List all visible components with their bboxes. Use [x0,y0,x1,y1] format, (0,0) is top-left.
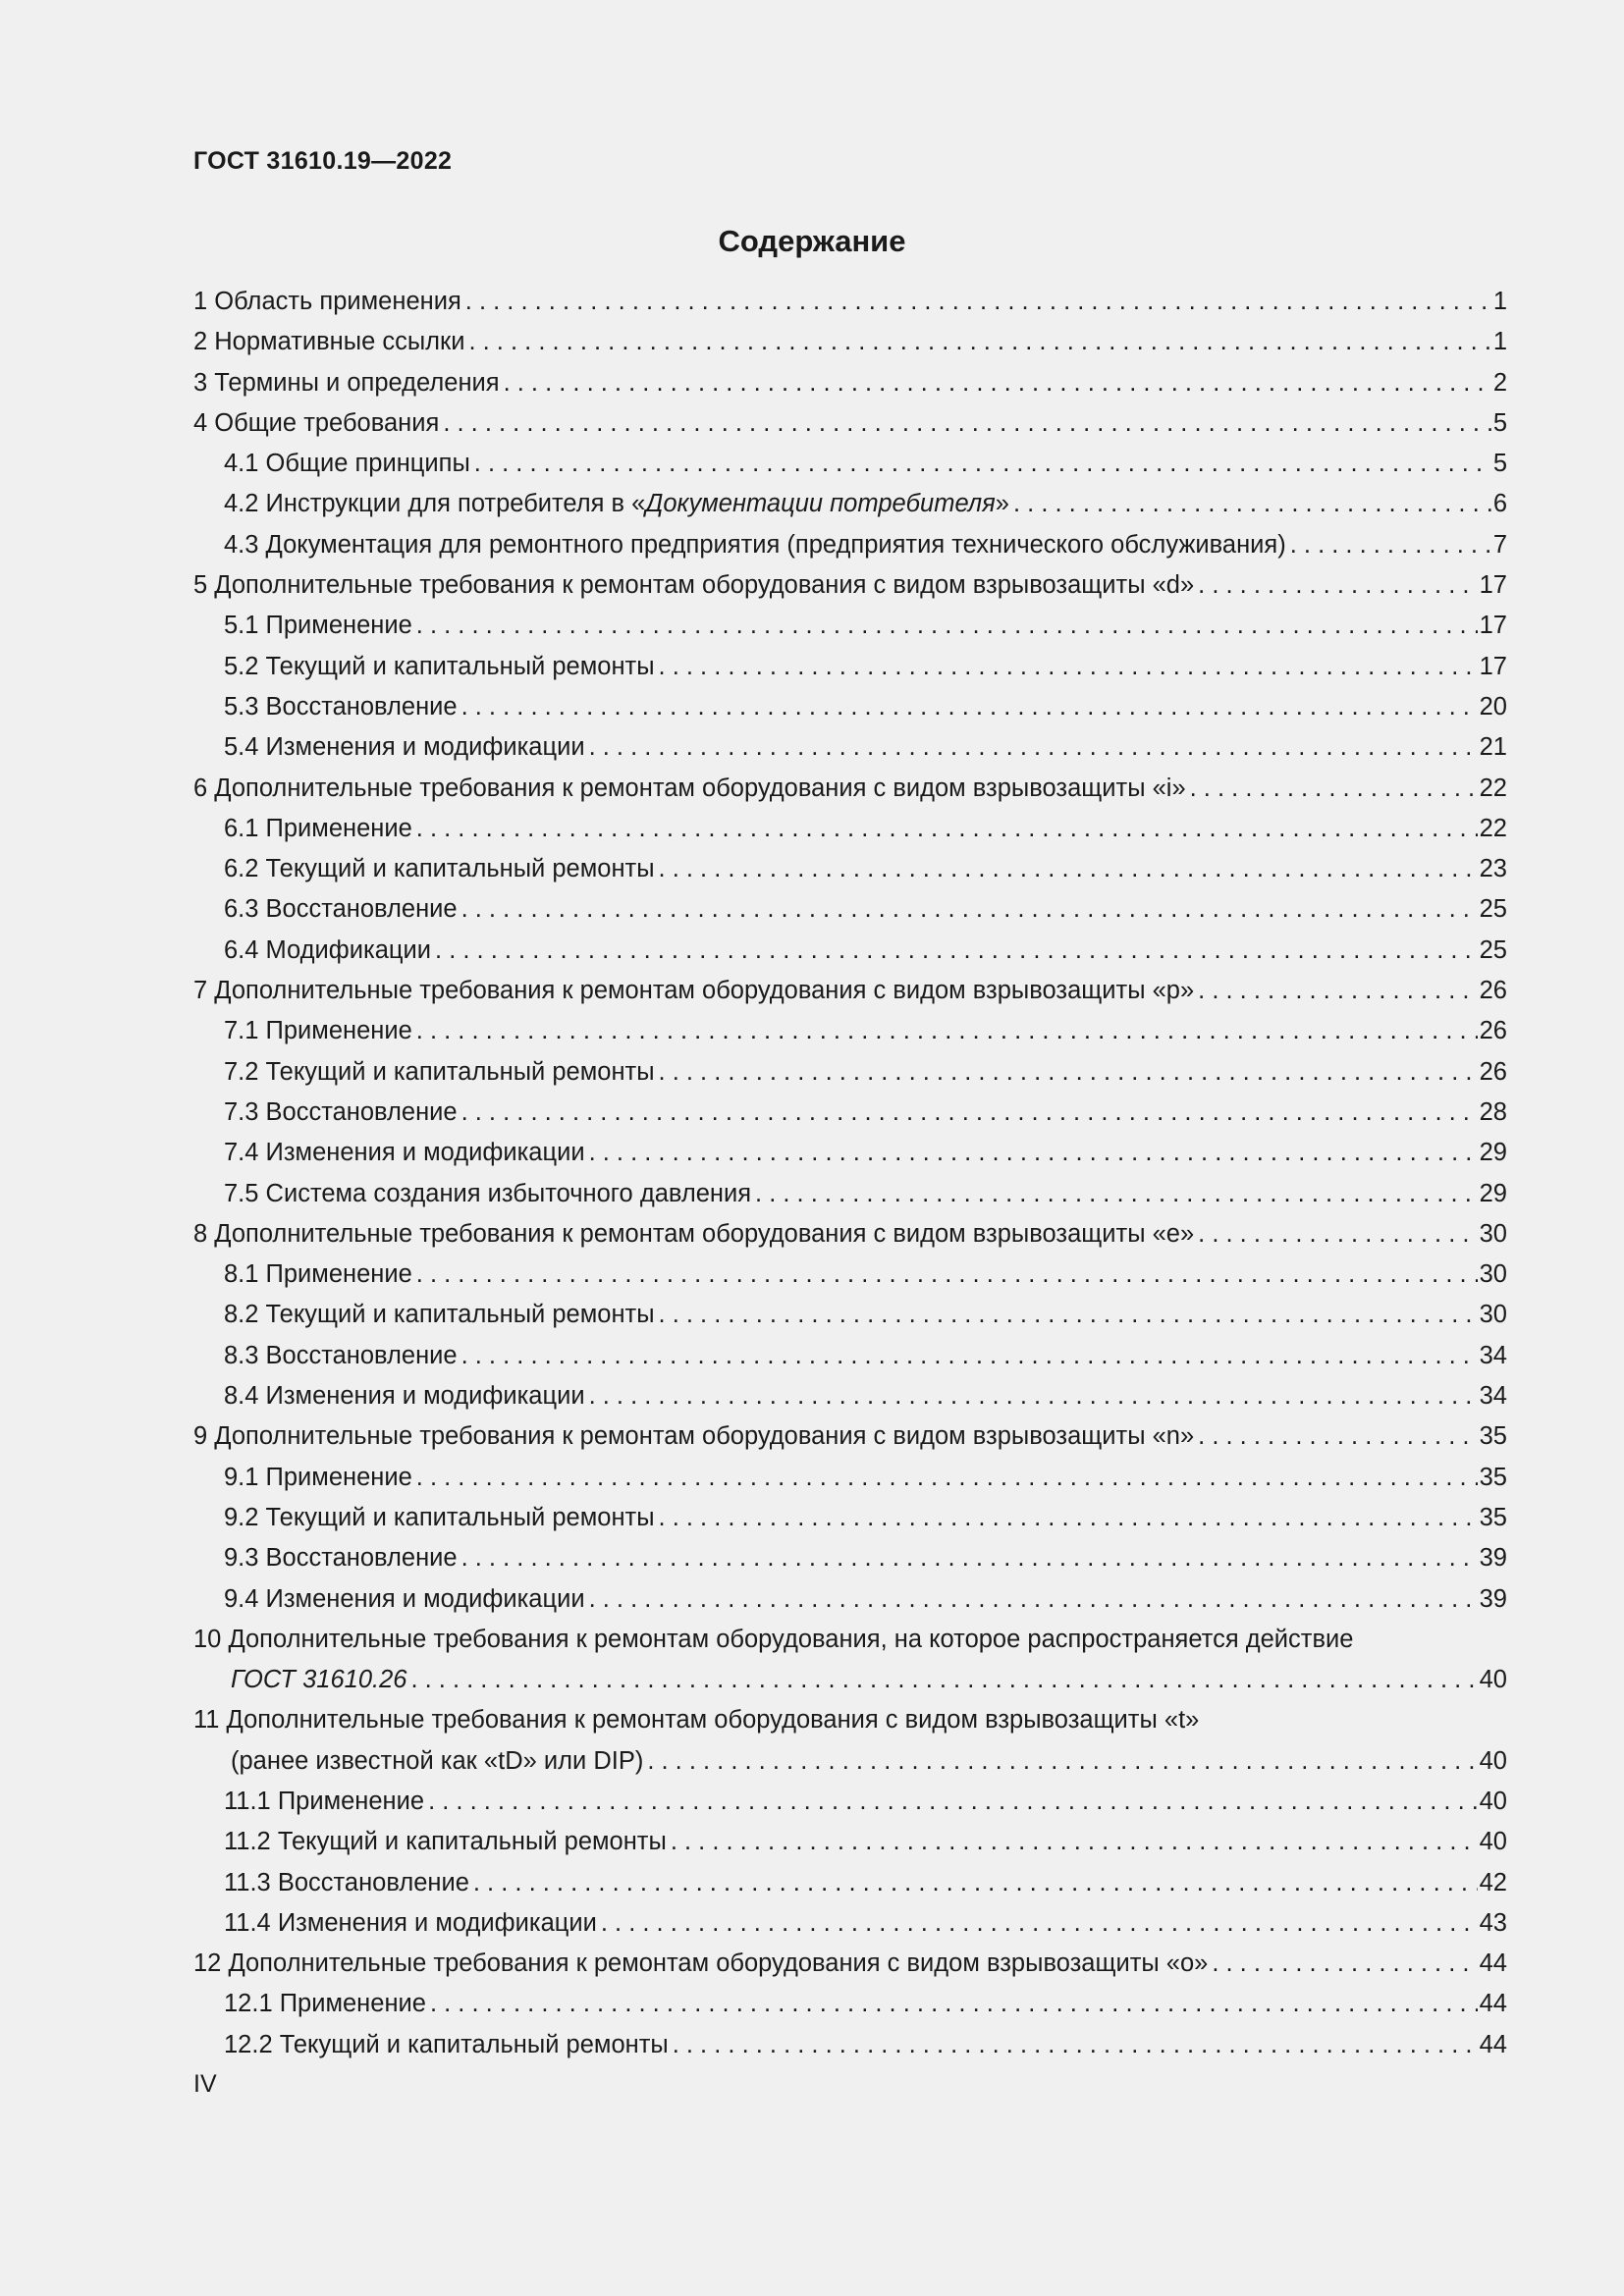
toc-entry-label: 5.1 Применение [224,612,412,640]
toc-leader-dots [416,1458,1478,1498]
toc-leader-dots [416,606,1478,646]
toc-entry-page: 34 [1479,1341,1507,1369]
toc-entry-page: 40 [1479,1666,1507,1694]
toc-leader-dots [659,1052,1478,1093]
toc-leader-dots [755,1174,1478,1214]
toc-entry-page: 23 [1479,855,1507,883]
toc-entry-label: 4 Общие требования [193,408,440,437]
toc-entry-2[interactable] [193,322,1507,362]
toc-entry-8-3[interactable] [193,1336,1507,1376]
toc-leader-dots [430,1984,1478,2024]
toc-entry-label: 8.1 Применение [224,1260,412,1289]
toc-entry-label: 12.1 Применение [224,1990,426,2018]
toc-entry-9[interactable] [193,1416,1507,1457]
toc-entry-page: 40 [1479,1828,1507,1856]
toc-entry-label: 4.3 Документация для ремонтного предприятия (предприятия технического обслуживания) [224,530,1286,559]
toc-leader-dots [416,1011,1478,1051]
toc-entry-5-4[interactable] [193,727,1507,768]
toc-entry-label: 5.2 Текущий и капитальный ремонты [224,652,655,680]
toc-leader-dots [428,1782,1478,1822]
toc-entry-label [224,484,1009,524]
toc-entry-11[interactable] [193,1700,1507,1782]
toc-entry-page: 44 [1479,1990,1507,2018]
toc-entry-label: 10 Дополнительные требования к ремонтам оборудования, на которое распространяется действие [193,1625,1354,1653]
toc-entry-5[interactable] [193,565,1507,606]
toc-leader-dots [473,1863,1478,1903]
toc-entry-page: 28 [1479,1097,1507,1126]
toc-entry-page: 39 [1479,1544,1507,1573]
toc-leader-dots [589,1579,1478,1620]
toc-leader-dots [410,1660,1477,1700]
toc-leader-dots [647,1741,1477,1782]
toc-leader-dots [659,647,1478,687]
toc-entry-page: 7 [1492,530,1507,559]
toc-entry-page: 34 [1479,1382,1507,1411]
toc-entry-label: 9.2 Текущий и капитальный ремонты [224,1503,655,1531]
toc-entry-label: 5.3 Восстановление [224,692,458,721]
toc-entry-label: 7.3 Восстановление [224,1097,458,1126]
toc-entry-label: 2 Нормативные ссылки [193,328,465,356]
toc-entry-page: 1 [1492,288,1507,315]
toc-entry-4-2[interactable] [193,484,1507,524]
toc-entry-label: 7 Дополнительные требования к ремонтам оборудования с видом взрывозащиты «p» [193,977,1195,1005]
toc-entry-page: 44 [1479,2030,1507,2058]
toc-leader-dots [461,687,1478,727]
toc-entry-6-2[interactable] [193,849,1507,889]
toc-entry-label: 9 Дополнительные требования к ремонтам оборудования с видом взрывозащиты «n» [193,1422,1195,1451]
toc-entry-page: 30 [1479,1301,1507,1329]
toc-entry-page: 2 [1492,368,1507,397]
toc-leader-dots [601,1903,1478,1944]
toc-entry-label: 8.2 Текущий и капитальный ремонты [224,1301,655,1329]
toc-entry-label: 4.1 Общие принципы [224,450,470,478]
toc-entry-page: 35 [1479,1503,1507,1531]
toc-leader-dots [589,1376,1478,1416]
toc-entry-11-4[interactable] [193,1903,1507,1944]
toc-entry-label: 12.2 Текущий и капитальный ремонты [224,2030,669,2058]
document-standard-header: ГОСТ 31610.19—2022 [193,147,453,175]
toc-entry-page: 43 [1479,1908,1507,1937]
toc-entry-1[interactable] [193,282,1507,322]
toc-entry-page: 30 [1479,1219,1507,1248]
toc-entry-page: 29 [1479,1139,1507,1167]
toc-entry-page: 42 [1479,1868,1507,1896]
toc-entry-6-1[interactable] [193,809,1507,849]
toc-entry-page: 39 [1479,1584,1507,1613]
toc-leader-dots [416,1255,1478,1295]
toc-entry-label: 12 Дополнительные требования к ремонтам оборудования с видом взрывозащиты «o» [193,1949,1209,1978]
toc-leader-dots [465,282,1491,322]
toc-entry-label: 9.3 Восстановление [224,1544,458,1573]
toc-entry-label: 5.4 Изменения и модификации [224,733,585,762]
toc-entry-page: 44 [1479,1949,1507,1978]
toc-entry-label-continuation: (ранее известной как «tD» или DIP) [231,1746,644,1775]
toc-entry-label: 11.4 Изменения и модификации [224,1908,597,1937]
toc-entry-label-part: 4.2 Инструкции для потребителя в « [224,490,646,518]
toc-entry-9-3[interactable] [193,1538,1507,1578]
toc-entry-11-2[interactable] [193,1822,1507,1862]
toc-entry-label: 6 Дополнительные требования к ремонтам оборудования с видом взрывозащиты «i» [193,774,1186,802]
toc-entry-label: 8.3 Восстановление [224,1341,458,1369]
toc-entry-page: 40 [1479,1787,1507,1815]
toc-entry-label-italic: Документации потребителя [645,490,996,518]
toc-leader-dots [659,1295,1478,1335]
toc-entry-label: 9.1 Применение [224,1463,412,1491]
toc-leader-dots [443,403,1490,444]
toc-entry-10[interactable] [193,1620,1507,1701]
toc-entry-8[interactable] [193,1214,1507,1255]
toc-entry-page: 29 [1479,1179,1507,1207]
toc-entry-page: 26 [1479,1017,1507,1045]
toc-entry-label: 7.1 Применение [224,1017,412,1045]
toc-entry-page: 26 [1479,1057,1507,1086]
toc-entry-6-3[interactable] [193,889,1507,930]
toc-entry-5-3[interactable] [193,687,1507,727]
toc-entry-4[interactable] [193,403,1507,444]
toc-entry-7-5[interactable] [193,1174,1507,1214]
toc-entry-8-2[interactable] [193,1295,1507,1335]
toc-entry-label: 7.4 Изменения и модификации [224,1139,585,1167]
toc-entry-label: 11 Дополнительные требования к ремонтам оборудования с видом взрывозащиты «t» [193,1706,1200,1735]
toc-entry-3[interactable] [193,363,1507,403]
toc-entry-page: 30 [1479,1260,1507,1289]
toc-entry-page: 25 [1479,895,1507,924]
toc-entry-9-2[interactable] [193,1498,1507,1538]
toc-entry-label-part: » [995,490,1009,518]
toc-title: Содержание [718,224,906,258]
toc-entry-6[interactable] [193,769,1507,809]
toc-entry-page: 5 [1492,450,1507,478]
toc-leader-dots [673,2025,1478,2065]
toc-entry-label: 7.2 Текущий и капитальный ремонты [224,1057,655,1086]
toc-entry-label: 8.4 Изменения и модификации [224,1382,585,1411]
toc-leader-dots [1212,1944,1477,1984]
toc-leader-dots [1198,1214,1477,1255]
toc-entry-11-3[interactable] [193,1863,1507,1903]
table-of-contents [193,282,1507,2065]
toc-leader-dots [461,1093,1478,1133]
toc-entry-page: 17 [1479,652,1507,680]
toc-entry-label: 5 Дополнительные требования к ремонтам оборудования с видом взрывозащиты «d» [193,571,1195,600]
toc-leader-dots [659,849,1478,889]
toc-entry-page: 25 [1479,935,1507,964]
toc-leader-dots [461,889,1478,930]
toc-entry-4-1[interactable] [193,444,1507,484]
toc-entry-9-4[interactable] [193,1579,1507,1620]
toc-entry-page: 5 [1492,408,1507,437]
toc-leader-dots [461,1538,1478,1578]
toc-entry-label: 6.3 Восстановление [224,895,458,924]
toc-leader-dots [671,1822,1478,1862]
toc-entry-label: 3 Термины и определения [193,368,500,397]
toc-entry-page: 17 [1479,571,1507,600]
toc-entry-page: 26 [1479,977,1507,1005]
toc-entry-label: 8 Дополнительные требования к ремонтам оборудования с видом взрывозащиты «e» [193,1219,1195,1248]
toc-entry-6-4[interactable] [193,931,1507,971]
toc-entry-page: 21 [1479,733,1507,762]
toc-leader-dots [589,1133,1478,1173]
toc-entry-label: 1 Область применения [193,288,461,315]
toc-leader-dots [1190,769,1478,809]
toc-leader-dots [468,322,1490,362]
toc-leader-dots [1198,971,1477,1011]
toc-leader-dots [435,931,1478,971]
toc-entry-page: 22 [1479,774,1507,802]
toc-entry-page: 17 [1479,612,1507,640]
toc-entry-label: 7.5 Система создания избыточного давления [224,1179,752,1207]
page-number: IV [193,2070,217,2098]
toc-leader-dots [474,444,1491,484]
toc-entry-5-2[interactable] [193,647,1507,687]
toc-leader-dots [416,809,1478,849]
toc-entry-label: 9.4 Изменения и модификации [224,1584,585,1613]
toc-entry-7-3[interactable] [193,1093,1507,1133]
toc-entry-label: 6.2 Текущий и капитальный ремонты [224,855,655,883]
toc-leader-dots [1013,484,1491,524]
toc-leader-dots [1198,565,1477,606]
toc-leader-dots [589,727,1478,768]
toc-entry-page: 20 [1479,692,1507,721]
toc-entry-label: 11.1 Применение [224,1787,425,1815]
toc-entry-12-1[interactable] [193,1984,1507,2024]
toc-entry-12-2[interactable] [193,2025,1507,2065]
toc-entry-9-1[interactable] [193,1458,1507,1498]
toc-leader-dots [659,1498,1478,1538]
toc-entry-5-1[interactable] [193,606,1507,646]
toc-entry-11-1[interactable] [193,1782,1507,1822]
toc-leader-dots [1198,1416,1477,1457]
toc-leader-dots [461,1336,1478,1376]
toc-entry-label: 11.2 Текущий и капитальный ремонты [224,1828,667,1856]
toc-entry-page: 6 [1492,490,1507,518]
toc-entry-4-3[interactable] [193,525,1507,565]
toc-entry-8-1[interactable] [193,1255,1507,1295]
toc-entry-7[interactable] [193,971,1507,1011]
toc-entry-label: 6.1 Применение [224,814,412,842]
toc-entry-page: 35 [1479,1463,1507,1491]
toc-leader-dots [1290,525,1491,565]
toc-entry-12[interactable] [193,1944,1507,1984]
toc-entry-8-4[interactable] [193,1376,1507,1416]
toc-entry-7-2[interactable] [193,1052,1507,1093]
toc-leader-dots [504,363,1491,403]
toc-entry-7-1[interactable] [193,1011,1507,1051]
toc-entry-label: 6.4 Модификации [224,935,432,964]
toc-entry-label: 11.3 Восстановление [224,1868,469,1896]
toc-entry-label-continuation: ГОСТ 31610.26 [231,1666,407,1694]
toc-entry-7-4[interactable] [193,1133,1507,1173]
toc-entry-page: 22 [1479,814,1507,842]
toc-entry-page: 40 [1479,1746,1507,1775]
toc-entry-page: 35 [1479,1422,1507,1451]
toc-entry-page: 1 [1492,328,1507,356]
